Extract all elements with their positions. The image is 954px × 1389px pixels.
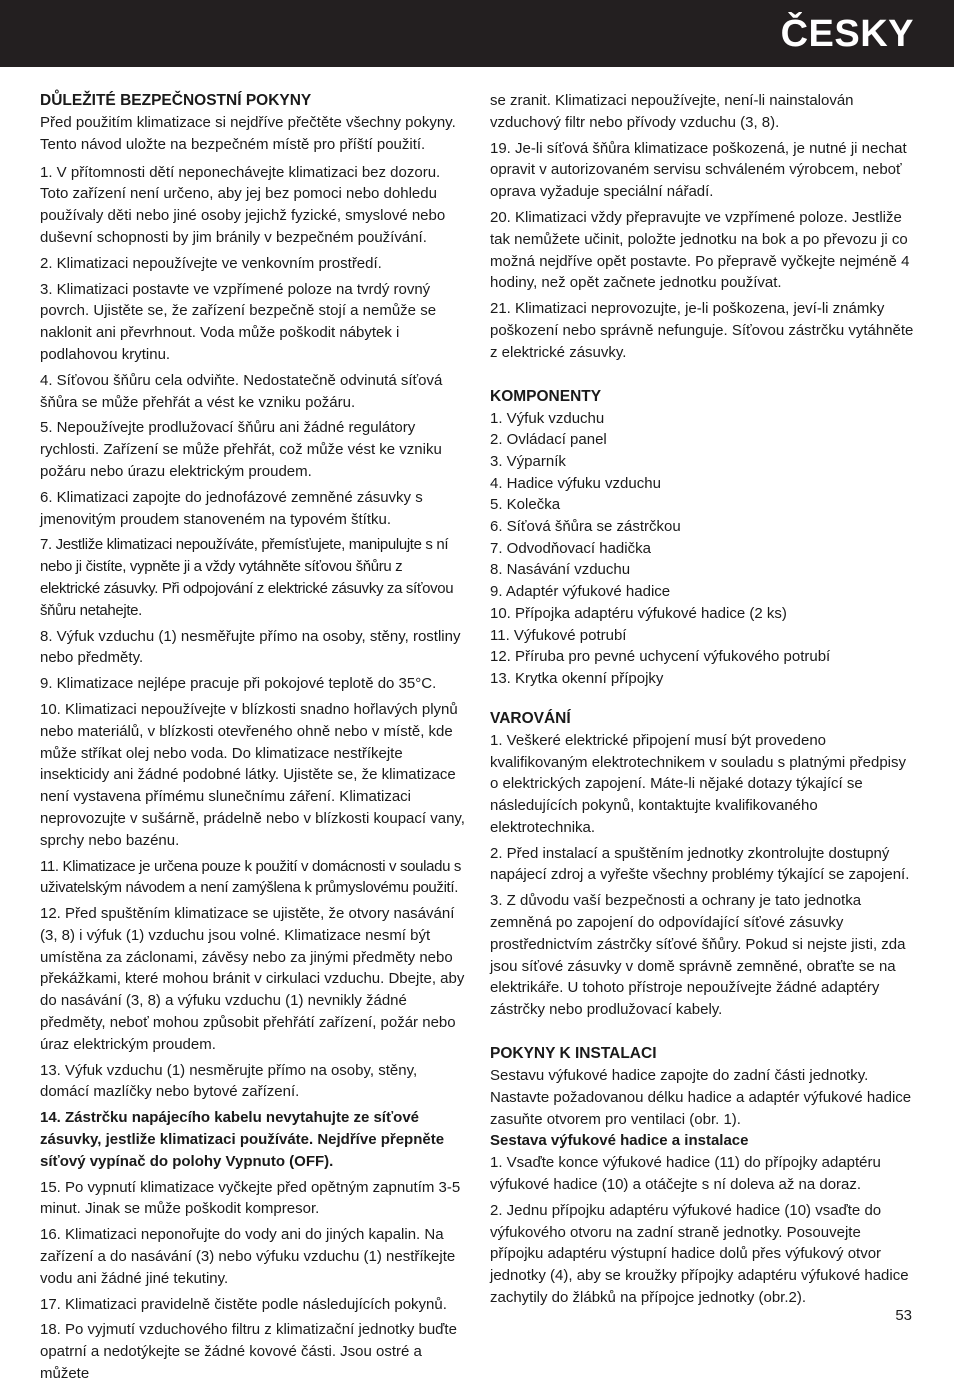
safety-item-20: 20. Klimatizaci vždy přepravujte ve vzpřímené poloze. Jestliže tak nemůžete učinit, položte jednotku na bok a po převozu ji co možná nejdříve opět postavte. Po přepravě vyčkejte nejméně 4 hodiny, než opět začnete jednotku používat. bbox=[490, 208, 910, 292]
component-item: 7. Odvodňovací hadička bbox=[490, 539, 651, 557]
right-column bbox=[490, 90, 915, 1313]
component-item: 12. Příruba pro pevné uchycení výfukového potrubí bbox=[490, 648, 831, 666]
safety-item-7: 7. Jestliže klimatizaci nepoužíváte, přemísťujete, manipulujte s ní nebo ji čistíte, vypněte ji a vždy vytáhněte síťovou šňůru z elektrické zásuvky. Při odpojování z elektrické zásuvky za síťovou šňůru netahejte. bbox=[40, 536, 454, 619]
installation-item-1: 1. Vsaďte konce výfukové hadice (11) do přípojky adaptéru výfukové hadice (10) a otáčejte s ní doleva až na doraz. bbox=[490, 1154, 881, 1194]
component-item: 4. Hadice výfuku vzduchu bbox=[490, 474, 661, 492]
safety-item-17: 17. Klimatizaci pravidelně čistěte podle následujících pokynů. bbox=[40, 1295, 447, 1313]
component-item: 9. Adaptér výfukové hadice bbox=[490, 583, 671, 601]
safety-item-16: 16. Klimatizaci neponořujte do vody ani do jiných kapalin. Na zařízení a do nasávání (3) nebo výfuku vzduchu (1) nestříkejte vodu ani žádné jiné tekutiny. bbox=[40, 1226, 456, 1287]
installation-item-2: 2. Jednu přípojku adaptéru výfukové hadice (10) vsaďte do výfukového otvoru na zadní straně jednotky. Posouvejte přípojku adaptéru výstupní hadice dolů přes výfukový otvor jednotky (4), aby se kroužky přípojky adaptéru výfukové hadice zachytily do žlábků na přípojce jednotky (obr.2). bbox=[490, 1201, 909, 1307]
component-item: 10. Přípojka adaptéru výfukové hadice (2 ks) bbox=[490, 604, 787, 622]
warning-item-3: 3. Z důvodu vaší bezpečnosti a ochrany je tato jednotka zemněná po zapojení do odpovídající síťové zásuvky prostřednictvím zástrčky síťové šňůry. Pokud si nejste jisti, zda jsou síťové zásuvky v domě správně zemněné, obraťte se na elektrikáře. U tohoto přístroje nepoužívejte žádné adaptéry zástrčky nebo prodlužovací kabely. bbox=[490, 892, 906, 1019]
safety-item-19: 19. Je-li síťová šňůra klimatizace poškozená, je nutné ji nechat opravit v autorizovaném servisu schváleném výrobcem, neboť oprava vyžaduje speciální nářadí. bbox=[490, 139, 907, 201]
warning-item-2: 2. Před instalací a spuštěním jednotky zkontrolujte dostupný napájecí zdroj a vyřešte všechny problémy týkající se zapojení. bbox=[490, 844, 910, 884]
components-list bbox=[490, 408, 915, 690]
warning-item-1: 1. Veškeré elektrické připojení musí být provedeno kvalifikovaným elektrotechnikem v souladu s platnými předpisy o elektrických zapojení. Máte-li nějaké dotazy týkající se následujících pokynů, kontaktujte kvalifikovaného elektrotechnika. bbox=[490, 731, 907, 836]
page-language-title: ČESKY bbox=[780, 13, 914, 55]
installation-heading: POKYNY K INSTALACI bbox=[490, 1045, 657, 1063]
component-item: 5. Kolečka bbox=[490, 496, 561, 514]
safety-item-3: 3. Klimatizaci postavte ve vzpřímené poloze na tvrdý rovný povrch. Ujistěte se, že zařízení bezpečně stojí a nemůže se naklonit ani převrhnout. Voda může poškodit nábytek i podlahovou krytinu. bbox=[40, 280, 437, 363]
safety-item-5: 5. Nepoužívejte prodlužovací šňůru ani žádné regulátory rychlosti. Zařízení se může přehřát, což může vést ke vzniku požáru nebo úrazu elektrickým proudem. bbox=[40, 419, 442, 480]
safety-item-6: 6. Klimatizaci zapojte do jednofázové zemněné zásuvky s jmenovitým proudem stanoveném na typovém štítku. bbox=[40, 488, 423, 528]
header-bar bbox=[0, 0, 954, 67]
safety-heading: DŮLEŽITÉ BEZPEČNOSTNÍ POKYNY bbox=[40, 92, 312, 109]
safety-item-8: 8. Výfuk vzduchu (1) nesměřujte přímo na osoby, stěny, rostliny nebo předměty. bbox=[40, 627, 461, 667]
component-item: 1. Výfuk vzduchu bbox=[490, 409, 605, 427]
components-heading: KOMPONENTY bbox=[490, 387, 602, 405]
page-number: 53 bbox=[895, 1307, 912, 1324]
safety-item-4: 4. Síťovou šňůru cela odviňte. Nedostatečně odvinutá síťová šňůra se může přehřát a vést ke vzniku požáru. bbox=[40, 371, 443, 411]
component-item: 6. Síťová šňůra se zástrčkou bbox=[490, 518, 681, 536]
component-item: 2. Ovládací panel bbox=[490, 431, 607, 449]
safety-item-21: 21. Klimatizaci neprovozujte, je-li poškozena, jeví-li známky poškození nebo správně nefunguje. Síťovou zástrčku vytáhněte z elektrické zásuvky. bbox=[490, 300, 914, 361]
safety-item-18-end: se zranit. Klimatizaci nepoužívejte, není-li nainstalován vzduchový filtr nebo přívody vzduchu (3, 8). bbox=[490, 92, 854, 131]
component-item: 8. Nasávání vzduchu bbox=[490, 561, 631, 579]
warning-heading: VAROVÁNÍ bbox=[490, 709, 571, 727]
safety-intro: Před použitím klimatizace si nejdříve přečtěte všechny pokyny. Tento návod uložte na bezpečném místě pro příští použití. bbox=[40, 114, 456, 153]
safety-item-14: 14. Zástrčku napájecího kabelu nevytahujte ze síťové zásuvky, jestliže klimatizaci používáte. Nejdříve přepněte síťový vypínač do polohy Vypnuto (OFF). bbox=[40, 1109, 445, 1170]
safety-item-11: 11. Klimatizace je určena pouze k použití v domácnosti v souladu s uživatelským návodem a není zamýšlena k průmyslovému použití. bbox=[40, 857, 462, 897]
installation-subheading: Sestava výfukové hadice a instalace bbox=[490, 1132, 749, 1150]
safety-item-15: 15. Po vypnutí klimatizace vyčkejte před opětným zapnutím 3-5 minut. Jinak se může poškodit kompresor. bbox=[40, 1178, 461, 1218]
safety-item-13: 13. Výfuk vzduchu (1) nesměrujte přímo na osoby, stěny, domácí mazlíčky nebo bytové zařízení. bbox=[40, 1061, 418, 1101]
left-column bbox=[40, 90, 465, 1389]
safety-item-1: 1. V přítomnosti dětí neponechávejte klimatizaci bez dozoru. Toto zařízení není určeno, aby jej bez pomoci nebo dohledu používaly děti nebo jiné osoby jejichž fyzické, smyslové nebo duševní schopnosti by jim bránily v bezpečném používání. bbox=[40, 163, 446, 246]
safety-item-12: 12. Před spuštěním klimatizace se ujistěte, že otvory nasávání (3, 8) i výfuk (1) vzduchu jsou volné. Klimatizace nesmí být umístěna za záclonami, závěsy nebo za jinými předměty nebo překážkami, které mohou bránit v cirkulaci vzduchu. Dbejte, aby do nasávání (3, 8) a výfuku vzduchu (1) nevnikly žádné předměty, neboť mohou způsobit přehřátí zařízení, požár nebo úraz elektrickým proudem. bbox=[40, 905, 465, 1053]
safety-item-10: 10. Klimatizaci nepoužívejte v blízkosti snadno hořlavých plynů nebo materiálů, v blízkosti otevřeného ohně nebo v místě, kde může stříkat olej nebo voda. Do klimatizace nestříkejte insekticidy ani žádné podobné látky. Ujistěte se, že klimatizace není vystavena přímému slunečnímu záření. Klimatizaci neprovozujte v sušárně, prádelně nebo v blízkosti koupací vany, sprchy nebo bazénu. bbox=[40, 700, 465, 849]
component-item: 3. Výparník bbox=[490, 452, 566, 470]
safety-item-18-start: 18. Po vyjmutí vzduchového filtru z klimatizační jednotky buďte opatrní a nedotýkejte se žádné kovové části. Jsou ostré a můžete bbox=[40, 1321, 457, 1383]
component-item: 11. Výfukové potrubí bbox=[490, 626, 627, 644]
installation-intro: Sestavu výfukové hadice zapojte do zadní části jednotky. Nastavte požadovanou délku hadice a adaptér výfukové hadice zasuňte otvorem pro ventilaci (obr. 1). bbox=[490, 1067, 912, 1128]
safety-item-9: 9. Klimatizace nejlépe pracuje při pokojové teplotě do 35°C. bbox=[40, 675, 437, 693]
component-item: 13. Krytka okenní přípojky bbox=[490, 670, 664, 687]
safety-item-2: 2. Klimatizaci nepoužívejte ve venkovním prostředí. bbox=[40, 254, 382, 272]
